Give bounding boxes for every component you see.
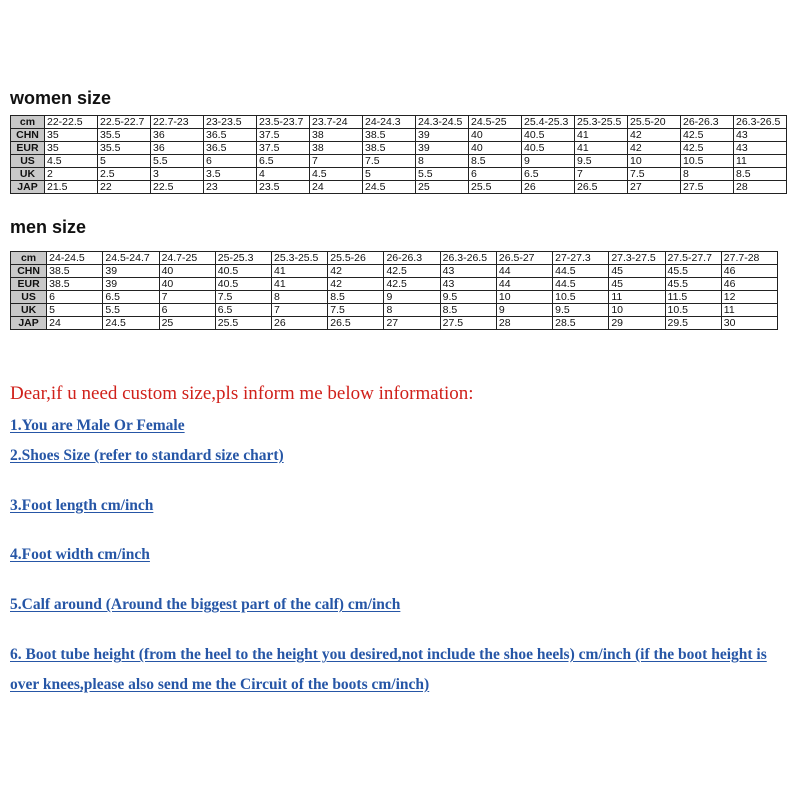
size-cell: 24 <box>47 317 103 330</box>
info-item-boot-tube-height: 6. Boot tube height (from the heel to the height you desired,not include the shoe heels) cm/inch (if the boot height is <box>10 646 767 663</box>
women-size-table <box>10 115 787 194</box>
size-cell: 27.5 <box>440 317 496 330</box>
size-cell: 42 <box>628 142 681 155</box>
size-cell: 29 <box>609 317 665 330</box>
size-cell: 6.5 <box>103 291 159 304</box>
size-cell: 7 <box>159 291 215 304</box>
size-cell: 39 <box>416 142 469 155</box>
size-cell: 24.5-25 <box>469 116 522 129</box>
size-cell: 8.5 <box>469 155 522 168</box>
size-cell: 9 <box>522 155 575 168</box>
size-cell: 24 <box>310 181 363 194</box>
size-cell: 42.5 <box>681 142 734 155</box>
size-cell: 24.5 <box>103 317 159 330</box>
size-cell: 9.5 <box>575 155 628 168</box>
size-cell: 42 <box>328 278 384 291</box>
size-cell: 4.5 <box>310 168 363 181</box>
size-cell: 25.5 <box>215 317 271 330</box>
size-row-chn <box>11 265 778 278</box>
size-cell: 27-27.3 <box>553 252 609 265</box>
info-item-foot-width: 4.Foot width cm/inch <box>10 546 150 563</box>
size-cell: 30 <box>721 317 777 330</box>
size-cell: 25.3-25.5 <box>272 252 328 265</box>
size-cell: 25.5-20 <box>628 116 681 129</box>
size-row-eur <box>11 278 778 291</box>
size-cell: 43 <box>734 142 787 155</box>
size-cell: 45.5 <box>665 265 721 278</box>
size-cell: 37.5 <box>257 129 310 142</box>
size-cell: 26.5-27 <box>496 252 552 265</box>
size-cell: 38.5 <box>47 265 103 278</box>
men-size-title: men size <box>10 217 87 237</box>
size-cell: 36 <box>151 142 204 155</box>
size-cell: 35.5 <box>98 129 151 142</box>
size-cell: 23.7-24 <box>310 116 363 129</box>
size-row-jap <box>11 317 778 330</box>
size-cell: 4.5 <box>45 155 98 168</box>
size-cell: 7.5 <box>328 304 384 317</box>
size-cell: 26.5 <box>328 317 384 330</box>
size-cell: 8.5 <box>440 304 496 317</box>
size-cell: 29.5 <box>665 317 721 330</box>
size-cell: 35 <box>45 142 98 155</box>
size-cell: 7.5 <box>363 155 416 168</box>
size-cell: 40.5 <box>215 278 271 291</box>
size-cell: 39 <box>103 265 159 278</box>
size-cell: 7.5 <box>628 168 681 181</box>
size-cell: 6.5 <box>257 155 310 168</box>
size-cell: 44 <box>496 265 552 278</box>
size-cell: 36.5 <box>204 129 257 142</box>
size-cell: 44.5 <box>553 278 609 291</box>
size-cell: 42.5 <box>384 278 440 291</box>
size-cell: 38.5 <box>47 278 103 291</box>
size-cell: 26.3-26.5 <box>440 252 496 265</box>
size-cell: 27.5-27.7 <box>665 252 721 265</box>
size-row-uk <box>11 168 787 181</box>
row-label: CHN <box>11 265 47 278</box>
size-cell: 11.5 <box>665 291 721 304</box>
size-cell: 26.3-26.5 <box>734 116 787 129</box>
size-cell: 44.5 <box>553 265 609 278</box>
size-cell: 38 <box>310 142 363 155</box>
size-cell: 40 <box>469 142 522 155</box>
size-cell: 38.5 <box>363 142 416 155</box>
size-row-cm <box>11 252 778 265</box>
size-cell: 24.5-24.7 <box>103 252 159 265</box>
size-cell: 11 <box>609 291 665 304</box>
size-cell: 44 <box>496 278 552 291</box>
row-label: JAP <box>11 181 45 194</box>
size-cell: 5.5 <box>151 155 204 168</box>
size-cell: 8 <box>384 304 440 317</box>
row-label: US <box>11 155 45 168</box>
size-cell: 7 <box>310 155 363 168</box>
size-cell: 41 <box>575 142 628 155</box>
row-label: UK <box>11 168 45 181</box>
size-cell: 8.5 <box>734 168 787 181</box>
size-cell: 5 <box>363 168 416 181</box>
size-cell: 45 <box>609 278 665 291</box>
size-cell: 21.5 <box>45 181 98 194</box>
size-cell: 46 <box>721 265 777 278</box>
size-cell: 25.3-25.5 <box>575 116 628 129</box>
size-cell: 10.5 <box>665 304 721 317</box>
size-cell: 28.5 <box>553 317 609 330</box>
row-label: JAP <box>11 317 47 330</box>
size-cell: 24.7-25 <box>159 252 215 265</box>
size-cell: 2.5 <box>98 168 151 181</box>
size-cell: 37.5 <box>257 142 310 155</box>
size-cell: 35 <box>45 129 98 142</box>
size-cell: 5.5 <box>416 168 469 181</box>
size-cell: 22 <box>98 181 151 194</box>
size-cell: 24.5 <box>363 181 416 194</box>
size-cell: 25 <box>159 317 215 330</box>
size-cell: 27.7-28 <box>721 252 777 265</box>
size-cell: 7.5 <box>215 291 271 304</box>
size-row-uk <box>11 304 778 317</box>
size-cell: 40 <box>469 129 522 142</box>
row-label: EUR <box>11 142 45 155</box>
size-cell: 11 <box>721 304 777 317</box>
size-cell: 25 <box>416 181 469 194</box>
size-cell: 40 <box>159 278 215 291</box>
size-cell: 27.3-27.5 <box>609 252 665 265</box>
size-cell: 9 <box>496 304 552 317</box>
size-cell: 8.5 <box>328 291 384 304</box>
size-cell: 43 <box>440 265 496 278</box>
size-cell: 40 <box>159 265 215 278</box>
size-cell: 24.3-24.5 <box>416 116 469 129</box>
size-row-us <box>11 291 778 304</box>
size-cell: 6.5 <box>522 168 575 181</box>
size-cell: 36.5 <box>204 142 257 155</box>
size-row-eur <box>11 142 787 155</box>
size-cell: 6 <box>47 291 103 304</box>
size-cell: 27 <box>384 317 440 330</box>
size-cell: 40.5 <box>522 142 575 155</box>
info-item-gender: 1.You are Male Or Female <box>10 417 185 434</box>
size-cell: 26 <box>522 181 575 194</box>
size-row-jap <box>11 181 787 194</box>
size-cell: 6 <box>469 168 522 181</box>
size-cell: 10 <box>609 304 665 317</box>
size-cell: 6 <box>159 304 215 317</box>
size-cell: 38.5 <box>363 129 416 142</box>
size-cell: 10.5 <box>553 291 609 304</box>
size-cell: 10 <box>496 291 552 304</box>
size-row-cm <box>11 116 787 129</box>
size-cell: 27.5 <box>681 181 734 194</box>
size-cell: 25.5-26 <box>328 252 384 265</box>
size-cell: 27 <box>628 181 681 194</box>
size-cell: 5 <box>47 304 103 317</box>
size-cell: 45.5 <box>665 278 721 291</box>
size-cell: 41 <box>575 129 628 142</box>
size-cell: 25.5 <box>469 181 522 194</box>
size-cell: 42 <box>328 265 384 278</box>
size-cell: 28 <box>734 181 787 194</box>
size-cell: 35.5 <box>98 142 151 155</box>
size-cell: 22.5-22.7 <box>98 116 151 129</box>
size-cell: 9 <box>384 291 440 304</box>
size-cell: 38 <box>310 129 363 142</box>
size-cell: 2 <box>45 168 98 181</box>
row-label: US <box>11 291 47 304</box>
size-cell: 23 <box>204 181 257 194</box>
size-cell: 10 <box>628 155 681 168</box>
size-cell: 22.5 <box>151 181 204 194</box>
size-cell: 7 <box>575 168 628 181</box>
size-cell: 8 <box>681 168 734 181</box>
row-label: UK <box>11 304 47 317</box>
size-cell: 23.5-23.7 <box>257 116 310 129</box>
size-cell: 41 <box>272 278 328 291</box>
size-cell: 22-22.5 <box>45 116 98 129</box>
size-cell: 8 <box>416 155 469 168</box>
size-cell: 4 <box>257 168 310 181</box>
size-cell: 9.5 <box>553 304 609 317</box>
size-cell: 5.5 <box>103 304 159 317</box>
row-label: cm <box>11 116 45 129</box>
row-label: EUR <box>11 278 47 291</box>
size-cell: 25-25.3 <box>215 252 271 265</box>
size-cell: 43 <box>440 278 496 291</box>
size-row-us <box>11 155 787 168</box>
size-cell: 24-24.3 <box>363 116 416 129</box>
size-cell: 45 <box>609 265 665 278</box>
size-cell: 40.5 <box>522 129 575 142</box>
info-item-boot-circuit: over knees,please also send me the Circuit of the boots cm/inch) <box>10 676 430 693</box>
custom-size-intro: Dear,if u need custom size,pls inform me below information: <box>10 383 474 404</box>
size-cell: 10.5 <box>681 155 734 168</box>
size-cell: 41 <box>272 265 328 278</box>
size-cell: 36 <box>151 129 204 142</box>
size-cell: 22.7-23 <box>151 116 204 129</box>
size-cell: 6.5 <box>215 304 271 317</box>
size-cell: 26.5 <box>575 181 628 194</box>
size-cell: 9.5 <box>440 291 496 304</box>
size-cell: 3.5 <box>204 168 257 181</box>
size-cell: 43 <box>734 129 787 142</box>
size-cell: 42.5 <box>384 265 440 278</box>
size-cell: 8 <box>272 291 328 304</box>
size-cell: 7 <box>272 304 328 317</box>
size-cell: 40.5 <box>215 265 271 278</box>
size-cell: 26-26.3 <box>384 252 440 265</box>
size-cell: 25.4-25.3 <box>522 116 575 129</box>
size-cell: 5 <box>98 155 151 168</box>
size-cell: 28 <box>496 317 552 330</box>
size-cell: 23.5 <box>257 181 310 194</box>
size-cell: 42.5 <box>681 129 734 142</box>
size-row-chn <box>11 129 787 142</box>
row-label: cm <box>11 252 47 265</box>
size-cell: 26-26.3 <box>681 116 734 129</box>
size-cell: 11 <box>734 155 787 168</box>
size-cell: 23-23.5 <box>204 116 257 129</box>
size-cell: 39 <box>416 129 469 142</box>
size-cell: 24-24.5 <box>47 252 103 265</box>
info-item-shoe-size: 2.Shoes Size (refer to standard size chart) <box>10 447 284 464</box>
women-size-title: women size <box>10 88 112 108</box>
size-cell: 6 <box>204 155 257 168</box>
info-item-foot-length: 3.Foot length cm/inch <box>10 497 154 514</box>
size-cell: 3 <box>151 168 204 181</box>
size-cell: 39 <box>103 278 159 291</box>
info-item-calf-around: 5.Calf around (Around the biggest part of the calf) cm/inch <box>10 596 401 613</box>
row-label: CHN <box>11 129 45 142</box>
size-cell: 12 <box>721 291 777 304</box>
size-cell: 26 <box>272 317 328 330</box>
size-cell: 46 <box>721 278 777 291</box>
size-cell: 42 <box>628 129 681 142</box>
men-size-table <box>10 251 778 330</box>
